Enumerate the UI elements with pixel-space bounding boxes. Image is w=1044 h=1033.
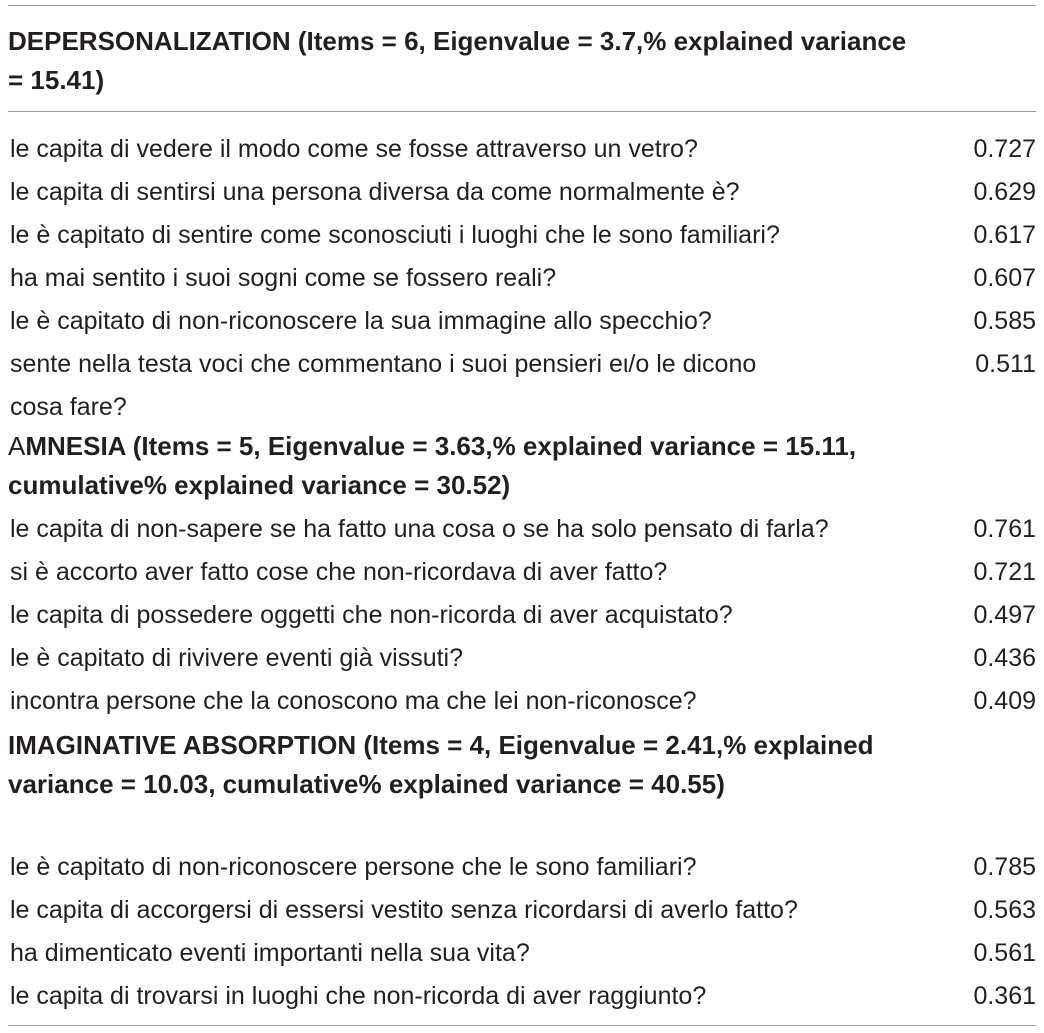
section-header-amnesia	[8, 427, 908, 505]
section-header-depersonalization: DEPERSONALIZATION (Items = 6, Eigenvalue = 3.7,% explained variance = 15.41)	[8, 26, 907, 95]
item-text: le capita di non-sapere se ha fatto una cosa o se ha solo pensato di farla?	[10, 515, 829, 543]
factor-loading: 0.511	[975, 350, 1036, 378]
factor-loading: 0.629	[973, 178, 1036, 206]
item-text: le è capitato di rivivere eventi già vissuti?	[10, 644, 464, 672]
factor-loading: 0.436	[973, 644, 1036, 672]
section-header-initial: A	[8, 431, 26, 461]
factor-loading: 0.409	[973, 687, 1036, 715]
section-header-text: MNESIA (Items = 5, Eigenvalue = 3.63,% explained variance = 15.11, cumulative% explained variance = 30.52)	[8, 431, 857, 500]
table-row	[10, 257, 1036, 300]
factor-loading: 0.561	[973, 939, 1036, 967]
table-row	[10, 594, 1036, 637]
item-text: le è capitato di non-riconoscere persone che le sono familiari?	[10, 853, 697, 881]
factor-loading: 0.761	[973, 515, 1036, 543]
item-text: le capita di accorgersi di essersi vestito senza ricordarsi di averlo fatto?	[10, 896, 798, 924]
table-row	[10, 637, 1036, 680]
item-text: si è accorto aver fatto cose che non-ricordava di aver fatto?	[10, 558, 668, 586]
table-bottom-rule	[8, 1025, 1036, 1026]
factor-loading: 0.607	[973, 264, 1036, 292]
table-row	[10, 300, 1036, 343]
factor-loading: 0.563	[973, 896, 1036, 924]
header-divider-rule	[8, 111, 1036, 112]
item-text: le capita di trovarsi in luoghi che non-ricorda di aver raggiunto?	[10, 982, 707, 1010]
factor-loading: 0.721	[973, 558, 1036, 586]
factor-loading: 0.585	[973, 307, 1036, 335]
table-row	[10, 508, 1036, 551]
item-text: ha dimenticato eventi importanti nella sua vita?	[10, 939, 530, 967]
section-header-imaginative-absorption: IMAGINATIVE ABSORPTION (Items = 4, Eigenvalue = 2.41,% explained variance = 10.03, cumulative% explained variance = 40.55)	[8, 730, 874, 799]
item-text: le capita di possedere oggetti che non-ricorda di aver acquistato?	[10, 601, 733, 629]
factor-loading: 0.497	[973, 601, 1036, 629]
table-row	[10, 846, 1036, 889]
factor-loading: 0.727	[973, 135, 1036, 163]
table-row	[10, 171, 1036, 214]
item-text: sente nella testa voci che commentano i suoi pensieri eι/o le dicono cosa fare?	[10, 350, 757, 421]
table-row	[10, 932, 1036, 975]
table-row	[10, 343, 1036, 429]
table-row	[10, 975, 1036, 1018]
table-row	[10, 551, 1036, 594]
table-row	[10, 128, 1036, 171]
factor-loading: 0.785	[973, 853, 1036, 881]
table-top-rule	[8, 5, 1036, 6]
factor-loading: 0.617	[973, 221, 1036, 249]
table-row	[10, 680, 1036, 723]
item-text: ha mai sentito i suoi sogni come se fossero reali?	[10, 264, 557, 292]
item-text: le capita di sentirsi una persona diversa da come normalmente è?	[10, 178, 740, 206]
item-text: le è capitato di sentire come sconosciuti i luoghi che le sono familiari?	[10, 221, 780, 249]
item-text: le è capitato di non-riconoscere la sua immagine allo specchio?	[10, 307, 712, 335]
item-text: incontra persone che la conoscono ma che lei non-riconosce?	[10, 687, 697, 715]
table-row	[10, 889, 1036, 932]
item-text: le capita di vedere il modo come se fosse attraverso un vetro?	[10, 135, 698, 163]
table-row	[10, 214, 1036, 257]
factor-loading: 0.361	[973, 982, 1036, 1010]
